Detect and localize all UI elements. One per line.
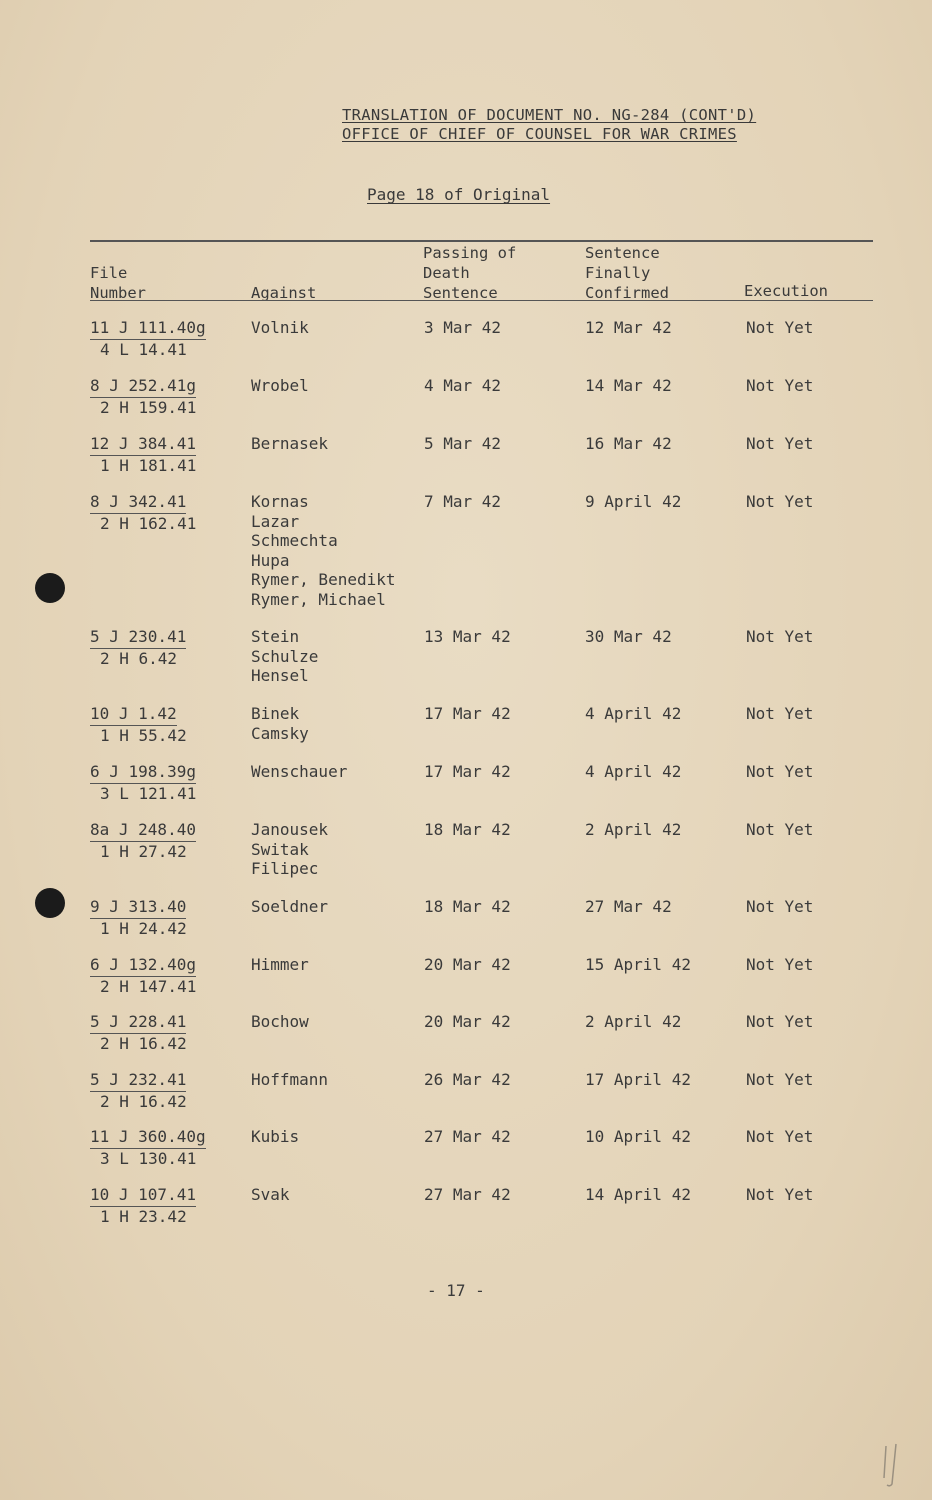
defendant-names: Wrobel [251,376,309,395]
confirmed-date: 15 April 42 [585,955,691,974]
col-header-confirmed-line: Confirmed [585,284,669,302]
file-number-bottom: 2 H 147.41 [100,976,197,996]
death-sentence-date: 20 Mar 42 [424,955,511,974]
file-number-bottom: 2 H 6.42 [100,648,178,668]
file-number [90,492,196,533]
col-header-execution-line: Execution [744,282,828,300]
death-sentence-date: 5 Mar 42 [424,434,502,453]
confirmed-date: 4 April 42 [585,704,682,723]
file-number [90,376,196,417]
col-header-confirmed-line: Finally [585,264,651,282]
file-number-bottom: 2 H 16.42 [100,1091,187,1111]
col-header-confirmed [585,243,669,303]
file-number-top: 11 J 111.40g [90,318,206,340]
file-number-top: 8a J 248.40 [90,820,196,842]
execution-status: Not Yet [746,820,814,839]
execution-status: Not Yet [746,376,814,395]
execution-status: Not Yet [746,1185,814,1204]
defendant-names: Soeldner [251,897,329,916]
execution-status: Not Yet [746,955,814,974]
page-subheading: Page 18 of Original [367,185,551,204]
col-header-execution [744,281,828,301]
execution-status: Not Yet [746,434,814,453]
file-number [90,820,196,861]
file-number [90,627,186,668]
file-number-top: 10 J 1.42 [90,704,177,726]
death-sentence-date: 17 Mar 42 [424,704,511,723]
file-number-bottom: 1 H 23.42 [100,1206,187,1226]
defendant-names: Himmer [251,955,309,974]
file-number-bottom: 2 H 159.41 [100,397,197,417]
file-number-top: 9 J 313.40 [90,897,186,919]
death-sentence-date: 27 Mar 42 [424,1185,511,1204]
file-number-top: 8 J 342.41 [90,492,186,514]
file-number [90,1127,206,1168]
execution-status: Not Yet [746,627,814,646]
file-number-top: 10 J 107.41 [90,1185,196,1207]
confirmed-date: 10 April 42 [585,1127,691,1146]
defendant-names: Hoffmann [251,1070,329,1089]
confirmed-date: 14 Mar 42 [585,376,672,395]
file-number-bottom: 3 L 130.41 [100,1148,197,1168]
defendant-names: Binek Camsky [251,704,309,743]
file-number-top: 5 J 232.41 [90,1070,186,1092]
file-number-top: 8 J 252.41g [90,376,196,398]
death-sentence-date: 26 Mar 42 [424,1070,511,1089]
file-number [90,762,196,803]
execution-status: Not Yet [746,897,814,916]
file-number-bottom: 2 H 16.42 [100,1033,187,1053]
execution-status: Not Yet [746,1012,814,1031]
confirmed-date: 27 Mar 42 [585,897,672,916]
confirmed-date: 9 April 42 [585,492,682,511]
heading-line-2: OFFICE OF CHIEF OF COUNSEL FOR WAR CRIMES [342,125,737,143]
execution-status: Not Yet [746,762,814,781]
death-sentence-date: 18 Mar 42 [424,820,511,839]
death-sentence-date: 13 Mar 42 [424,627,511,646]
col-header-file [90,263,146,303]
confirmed-date: 14 April 42 [585,1185,691,1204]
table-top-rule [90,240,873,242]
file-number-top: 6 J 198.39g [90,762,196,784]
header-bottom-rule [90,300,873,301]
file-number-bottom: 1 H 24.42 [100,918,187,938]
file-number-bottom: 2 H 162.41 [100,513,197,533]
confirmed-date: 16 Mar 42 [585,434,672,453]
file-number [90,318,206,359]
file-number-bottom: 4 L 14.41 [100,339,187,359]
confirmed-date: 12 Mar 42 [585,318,672,337]
file-number-top: 5 J 228.41 [90,1012,186,1034]
file-number [90,1185,196,1226]
defendant-names: Kornas Lazar Schmechta Hupa Rymer, Benedikt Rymer, Michael [251,492,396,609]
death-sentence-date: 18 Mar 42 [424,897,511,916]
file-number-bottom: 3 L 121.41 [100,783,197,803]
heading-line-1: TRANSLATION OF DOCUMENT NO. NG-284 (CONT'D) [342,106,757,124]
death-sentence-date: 7 Mar 42 [424,492,502,511]
file-number-bottom: 1 H 27.42 [100,841,187,861]
file-number-bottom: 1 H 181.41 [100,455,197,475]
execution-status: Not Yet [746,492,814,511]
defendant-names: Janousek Switak Filipec [251,820,329,878]
col-header-against-line: Against [251,284,317,302]
col-header-confirmed-line: Sentence [585,244,660,262]
execution-status: Not Yet [746,704,814,723]
defendant-names: Svak [251,1185,290,1204]
confirmed-date: 4 April 42 [585,762,682,781]
confirmed-date: 2 April 42 [585,1012,682,1031]
confirmed-date: 17 April 42 [585,1070,691,1089]
pencil-mark-icon [880,1438,910,1488]
defendant-names: Kubis [251,1127,300,1146]
file-number [90,1012,187,1053]
file-number-top: 11 J 360.40g [90,1127,206,1149]
defendant-names: Stein Schulze Hensel [251,627,319,685]
execution-status: Not Yet [746,1127,814,1146]
col-header-file-line: Number [90,284,146,302]
file-number [90,1070,187,1111]
execution-status: Not Yet [746,1070,814,1089]
col-header-file-line: File [90,264,128,282]
page-number: - 17 - [427,1281,485,1300]
defendant-names: Bernasek [251,434,329,453]
col-header-passing-line: Passing of [423,244,517,262]
defendant-names: Bochow [251,1012,309,1031]
col-header-passing-line: Death [423,264,470,282]
execution-status: Not Yet [746,318,814,337]
file-number [90,955,196,996]
death-sentence-date: 3 Mar 42 [424,318,502,337]
file-number-top: 12 J 384.41 [90,434,196,456]
confirmed-date: 30 Mar 42 [585,627,672,646]
col-header-passing-line: Sentence [423,284,498,302]
file-number-bottom: 1 H 55.42 [100,725,187,745]
file-number-top: 5 J 230.41 [90,627,186,649]
death-sentence-date: 17 Mar 42 [424,762,511,781]
file-number [90,897,187,938]
defendant-names: Wenschauer [251,762,348,781]
file-number [90,434,196,475]
confirmed-date: 2 April 42 [585,820,682,839]
death-sentence-date: 20 Mar 42 [424,1012,511,1031]
file-number [90,704,187,745]
file-number-top: 6 J 132.40g [90,955,196,977]
punch-hole [35,888,65,918]
defendant-names: Volnik [251,318,309,337]
document-heading [342,106,756,144]
punch-hole [35,573,65,603]
death-sentence-date: 27 Mar 42 [424,1127,511,1146]
death-sentence-date: 4 Mar 42 [424,376,502,395]
col-header-passing [423,243,516,303]
